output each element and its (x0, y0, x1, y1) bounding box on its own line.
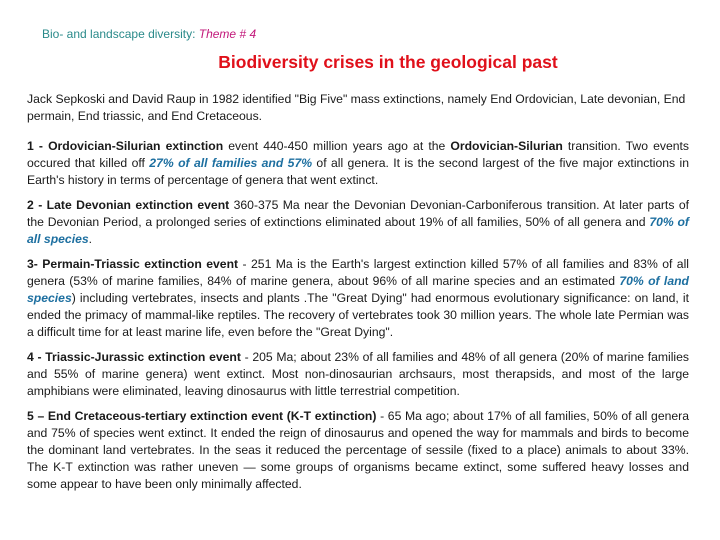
event-1-name: Ordovician-Silurian extinction (48, 139, 224, 153)
event-2-name-suffix: event (192, 198, 230, 212)
event-4-number: 4 - (27, 350, 46, 364)
event-1-highlight: 27% of all families and 57% (149, 156, 313, 170)
event-2-text-a: 360-375 Ma near the Devonian Devonian-Carboniferous transition. At later parts of the Devonian Period, a prolonged series of extinctions eliminated about 19% of all families, 50% of all genera and (27, 198, 689, 229)
event-paragraph-4 (27, 349, 689, 400)
event-5-text-a: - 65 Ma ago; about 17% of all families, 50% of all genera and 75% of species went extinct. It ended the reign of dinosaurus and opened the way for mammals and birds to become the dominant land vertebrates. In the seas it reduced the percentage of sessile (fixed to a place) animals to about 33%. The K-T extinction was rather uneven — some groups of organisms became extinct, some suffered heavy losses and some appear to have been only minimally affected. (27, 409, 689, 491)
event-1-number: 1 - (27, 139, 49, 153)
event-4-text-a: - 205 Ma; about 23% of all families and 48% of all genera (20% of marine families and 55% of marine genera) went extinct. Most non-dinosaurian archsaurs, most therapsids, and most of the large amphibians were eliminated, leaving dinosaurus with little terrestrial competition. (27, 350, 690, 398)
event-2-name: Late Devonian extinction (46, 198, 193, 212)
event-2-highlight: 70% of all species (27, 215, 689, 246)
event-1-text-a: 440-450 million years ago at the (258, 139, 451, 153)
document-body (27, 91, 689, 493)
page-title: Biodiversity crises in the geological past (218, 52, 558, 72)
event-3-text-c: ) including vertebrates, insects and plants .The "Great Dying" had enormous evolutionary significance: on land, it ended the primacy of mammal-like reptiles. The recovery of vertebrates took 30 million years. The whole late Permian was a difficult time for at least marine life, even before the "Great Dying". (27, 291, 689, 339)
event-3-highlight: 70% of land species (27, 274, 689, 305)
event-2-text-c: . (88, 232, 93, 246)
event-1-transition: Ordovician-Silurian (450, 139, 563, 153)
event-1-text-b: transition. Two events occured that killed off (27, 139, 690, 170)
event-3-text-a: - 251 Ma is the Earth's largest extinction killed 57% of all families and 83% of all genera (53% of marine families, 84% of marine genera, about 96% of all marine species and an estimated (27, 257, 689, 288)
event-3-name: Permain-Triassic extinction event (42, 257, 239, 271)
event-1-text-c: of all genera. It is the second largest of the five major extinctions in Earth's history in terms of percentage of genera that went extinct. (27, 156, 689, 187)
event-paragraph-3 (27, 256, 689, 341)
theme-number: Theme # 4 (198, 27, 257, 41)
course-name: Bio- and landscape diversity: (42, 27, 199, 41)
course-header (42, 27, 256, 41)
intro-paragraph: Jack Sepkoski and David Raup in 1982 identified "Big Five" mass extinctions, namely End Ordovician, Late devonian, End permain, End triassic, and End Cretaceous. (27, 92, 686, 123)
event-paragraph-5 (27, 408, 689, 493)
event-1-name-suffix: event (223, 139, 259, 153)
event-paragraph-2 (27, 197, 689, 248)
event-5-name: End Cretaceous-tertiary extinction event (K-T extinction) (47, 409, 377, 423)
event-2-number: 2 - (27, 198, 47, 212)
event-3-number: 3- (27, 257, 43, 271)
event-paragraph-1 (27, 138, 689, 189)
event-5-number: 5 – (27, 409, 48, 423)
event-4-name: Triassic-Jurassic extinction event (45, 350, 241, 364)
